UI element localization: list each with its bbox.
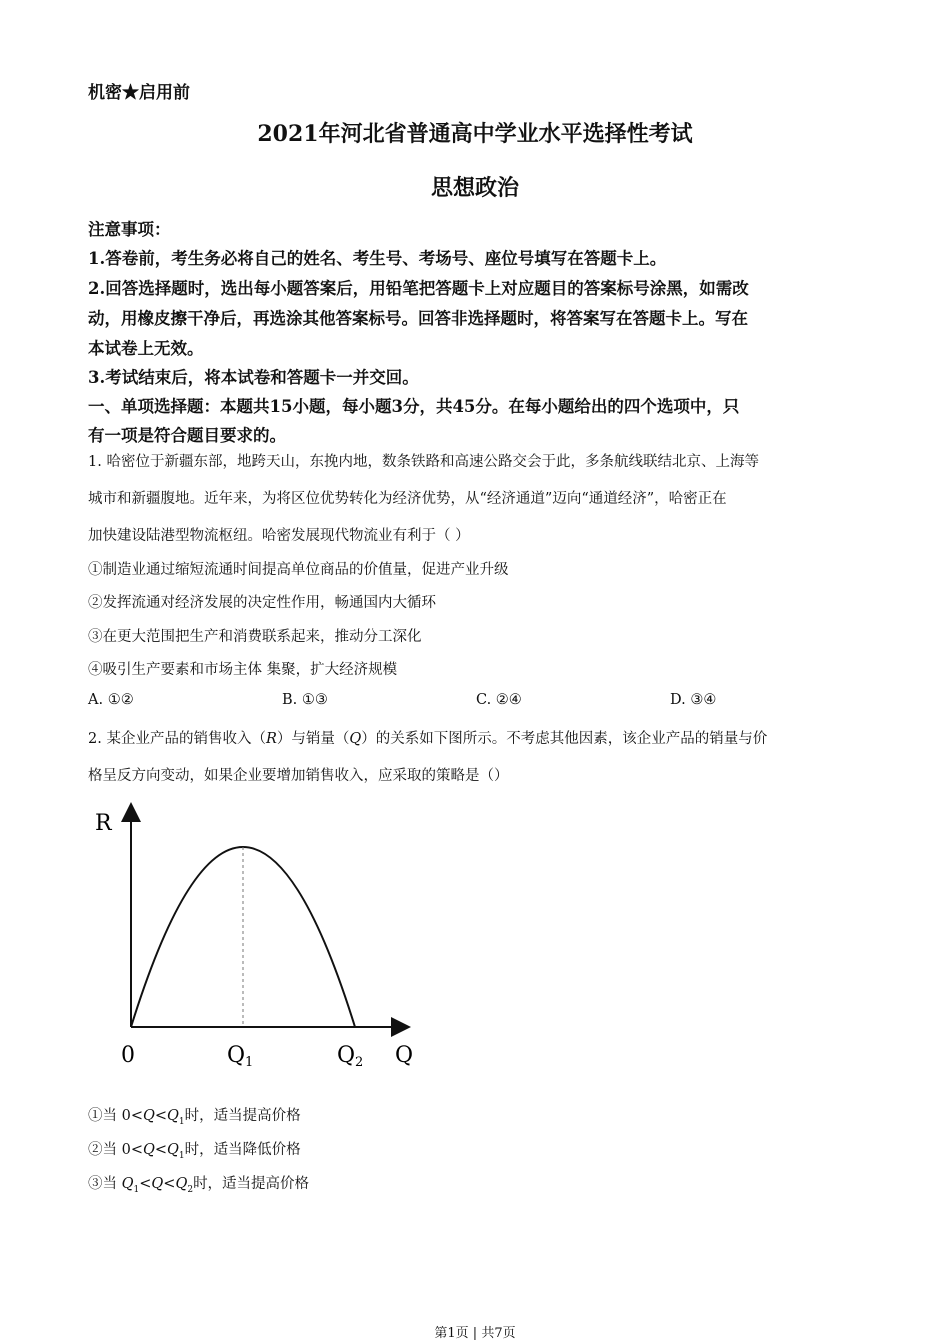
q1-statement-1: ①制造业通过缩短流通时间提高单位商品的价值量，促进产业升级 <box>88 562 509 578</box>
origin-label: 0 <box>121 1043 135 1068</box>
q2-statement-1: ①当 $0<Q<Q_1$时，适当提高价格 <box>88 1108 301 1127</box>
q2-label: Q2 <box>337 1043 364 1070</box>
notes-heading: 注意事项： <box>88 220 171 239</box>
q1-label: Q1 <box>227 1043 254 1070</box>
page-footer: 第1页 | 共7页 <box>434 1326 516 1341</box>
q2-stem-1: 2. 某企业产品的销售收入（R）与销量（Q）的关系如下图所示。不考虑其他因素，该企业产品的销量与价 <box>88 731 768 747</box>
q1-option-a: A. ①② <box>88 692 134 708</box>
subject-title: 思想政治 <box>430 175 519 201</box>
q1-statement-4: ④吸引生产要素和市场主体 集聚，扩大经济规模 <box>88 662 398 678</box>
confidential-label: 机密★启用前 <box>88 83 190 103</box>
notes-line-2b: 动，用橡皮擦干净后，再选涂其他答案标号。回答非选择题时，将答案写在答题卡上。写在 <box>88 309 748 328</box>
q2-statement-3: ③当 $Q_1<Q<Q_2$时，适当提高价格 <box>88 1176 310 1195</box>
q1-option-d: D. ③④ <box>670 692 717 708</box>
revenue-quantity-figure <box>85 800 425 1080</box>
q1-stem-2: 城市和新疆腹地。近年来，为将区位优势转化为经济优势，从“经济通道”迈向“通道经济”，哈密正在 <box>88 491 727 507</box>
section-heading-1: 一、单项选择题：本题共15小题，每小题3分，共45分。在每小题给出的四个选项中，只 <box>88 397 740 416</box>
x-axis-label: Q <box>395 1043 414 1068</box>
notes-line-1: 1.答卷前，考生务必将自己的姓名、考生号、考场号、座位号填写在答题卡上。 <box>88 249 667 268</box>
section-heading-2: 有一项是符合题目要求的。 <box>88 426 286 445</box>
q2-stem-2: 格呈反方向变动，如果企业要增加销售收入，应采取的策略是（） <box>88 768 509 784</box>
q1-stem-3: 加快建设陆港型物流枢纽。哈密发展现代物流业有利于（ ） <box>88 528 470 544</box>
q2-statement-2: ②当 $0<Q<Q_1$时，适当降低价格 <box>88 1142 301 1161</box>
q1-option-b: B. ①③ <box>282 692 328 708</box>
exam-title: 2021年河北省普通高中学业水平选择性考试 <box>257 121 693 147</box>
q1-stem-1: 1. 哈密位于新疆东部，地跨天山，东挽内地，数条铁路和高速公路交会于此，多条航线联结北京、上海等 <box>88 454 759 470</box>
notes-line-2c: 本试卷上无效。 <box>88 339 204 358</box>
q1-statement-3: ③在更大范围把生产和消费联系起来，推动分工深化 <box>88 629 422 645</box>
y-axis-label: R <box>95 811 112 836</box>
q1-option-c: C. ②④ <box>476 692 522 708</box>
notes-line-3: 3.考试结束后，将本试卷和答题卡一并交回。 <box>88 368 419 387</box>
notes-line-2a: 2.回答选择题时，选出每小题答案后，用铅笔把答题卡上对应题目的答案标号涂黑，如需改 <box>88 279 749 298</box>
q1-statement-2: ②发挥流通对经济发展的决定性作用，畅通国内大循环 <box>88 595 436 611</box>
